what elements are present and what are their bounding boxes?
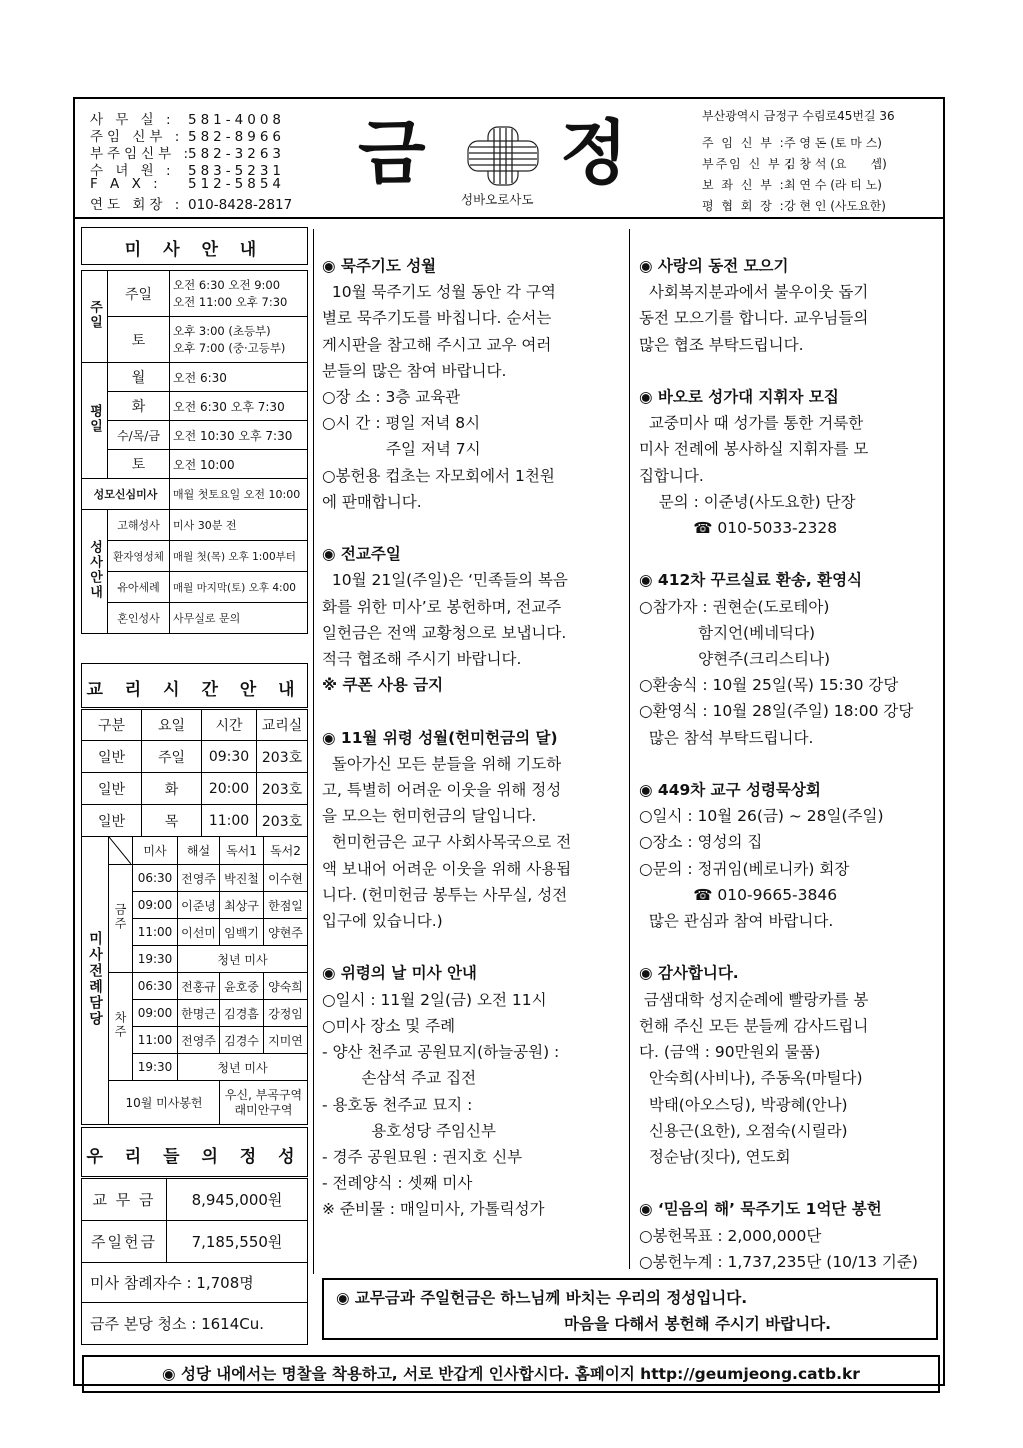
finance-table bbox=[81, 1178, 308, 1345]
ministry-cell: 청년 미사 bbox=[178, 1054, 308, 1081]
sacrament-time: 미사 30분 전 bbox=[170, 510, 308, 541]
text-line: ○환영식 : 10월 28일(주일) 18:00 강당 bbox=[639, 702, 914, 721]
text-line: - 전례양식 : 셋째 미사 bbox=[322, 1174, 473, 1193]
text-line: ○환송식 : 10월 25일(목) 15:30 강당 bbox=[639, 676, 899, 695]
text-line: ○일시 : 11월 2일(금) 오전 11시 bbox=[322, 990, 547, 1009]
ministry-cell: 전홍규 bbox=[178, 973, 220, 1000]
text-line: 니다. (헌미헌금 봉투는 사무실, 성전 bbox=[322, 885, 568, 904]
diagonal-cell bbox=[109, 837, 133, 865]
text-line bbox=[639, 751, 939, 777]
catechism-cell: 20:00 bbox=[202, 773, 257, 805]
catechism-cell: 목 bbox=[142, 805, 202, 837]
ministry-cell: 09:00 bbox=[133, 1000, 178, 1027]
marian-mass-label: 성모신심미사 bbox=[82, 479, 170, 510]
offering-value: 우신, 부곡구역 래미안구역 bbox=[220, 1081, 308, 1125]
contact-pastor: 주임 신부 : 582-8966 bbox=[90, 129, 285, 145]
sacrament-time: 매월 마지막(토) 오후 4:00 bbox=[170, 572, 308, 603]
catechism-title: 교 리 시 간 안 내 bbox=[86, 680, 303, 700]
text-line: - 용호동 천주교 묘지 : bbox=[322, 1095, 473, 1114]
text-line: ○문의 : 정귀임(베로니카) 회장 bbox=[639, 859, 850, 878]
ministry-header: 해설 bbox=[178, 837, 220, 865]
sacrament-time: 매월 첫(목) 오후 1:00부터 bbox=[170, 541, 308, 572]
text-line: ※ 준비물 : 매일미사, 가톨릭성가 bbox=[322, 1200, 545, 1219]
mass-time: 오전 6:30 bbox=[170, 363, 308, 392]
cleaning-duty: 금주 본당 청소 : 1614Cu. bbox=[82, 1303, 308, 1345]
text-line: 10월 21일(주일)은 ‘민족들의 복음 bbox=[322, 571, 568, 590]
finance-label: 주일헌금 bbox=[82, 1221, 167, 1263]
section-heading: ◉ 위령의 날 미사 안내 bbox=[322, 964, 477, 983]
text-line: ○봉헌용 컵초는 자모회에서 1천원 bbox=[322, 466, 555, 485]
text-line: 안숙희(사비나), 주동옥(마틸다) bbox=[639, 1069, 863, 1088]
text-line: ○미사 장소 및 주례 bbox=[322, 1016, 456, 1035]
section-heading: ◉ 412차 꾸르실료 환송, 환영식 bbox=[639, 571, 863, 590]
text-line bbox=[322, 698, 622, 724]
sunday-label: 주일 bbox=[82, 271, 108, 363]
text-line: 화를 위한 미사’로 봉헌하며, 전교주 bbox=[322, 597, 562, 616]
address: 부산광역시 금정구 수림로45번길 36 bbox=[702, 109, 895, 123]
ministry-cell: 지미연 bbox=[264, 1027, 308, 1054]
weekday-label: 평일 bbox=[82, 363, 108, 479]
column-divider-left bbox=[313, 229, 314, 1274]
ministry-header: 미사 bbox=[133, 837, 178, 865]
staff-vicar: 보 좌 신 부 :최 연 수 (라 티 노) bbox=[702, 178, 882, 192]
ministry-cell: 06:30 bbox=[133, 865, 178, 892]
ministry-cell: 09:00 bbox=[133, 892, 178, 919]
catechism-header: 요일 bbox=[142, 710, 202, 741]
text-line: 양현주(크리스티나) bbox=[639, 650, 831, 669]
text-line: 신용근(요한), 오점숙(시릴라) bbox=[639, 1121, 848, 1140]
ministry-cell: 양현주 bbox=[264, 919, 308, 946]
text-line: 액 보내어 어려운 이웃을 위해 사용됩 bbox=[322, 859, 572, 878]
attendance: 미사 참례자수 : 1,708명 bbox=[82, 1263, 308, 1303]
text-line: 동전 모으기를 합니다. 교우님들의 bbox=[639, 309, 869, 328]
text-line: ○장소 : 영성의 집 bbox=[639, 833, 763, 852]
text-line: 헌미헌금은 교구 사회사목국으로 전 bbox=[322, 833, 572, 852]
catechism-cell: 일반 bbox=[82, 805, 142, 837]
ministry-cell: 이수현 bbox=[264, 865, 308, 892]
catechism-cell: 주일 bbox=[142, 741, 202, 773]
ministry-header: 독서2 bbox=[264, 837, 308, 865]
staff-pastor: 주 임 신 부 :주 영 돈 (토 마 스) bbox=[702, 136, 882, 150]
footer-banner: ◉ 성당 내에서는 명찰을 착용하고, 서로 반갑게 인사합시다. 홈페이지 http://geumjeong.catb.kr bbox=[82, 1355, 940, 1393]
contact-assistant-pastor: 부주임신부 :582-3263 bbox=[90, 146, 285, 162]
text-line: 사회복지분과에서 불우이웃 돕기 bbox=[639, 283, 869, 302]
ministry-cell: 19:30 bbox=[133, 946, 178, 973]
text-line: 용호성당 주임신부 bbox=[322, 1121, 496, 1140]
text-line: 금샘대학 성지순례에 빨랑카를 봉 bbox=[639, 990, 869, 1009]
sacrament-name: 고해성사 bbox=[108, 510, 170, 541]
text-line: - 양산 천주교 공원묘지(하늘공원) : bbox=[322, 1043, 560, 1062]
section-heading: ◉ 전교주일 bbox=[322, 545, 401, 564]
section-heading: ◉ 449차 교구 성령묵상회 bbox=[639, 781, 821, 800]
text-line: 일헌금은 전액 교황청으로 보냅니다. bbox=[322, 623, 567, 642]
text-line: 손삼석 주교 집전 bbox=[322, 1069, 477, 1088]
text-line: 박태(아오스딩), 박광혜(안나) bbox=[639, 1095, 848, 1114]
this-week-label: 금주 bbox=[109, 865, 133, 973]
catechism-header: 교리실 bbox=[257, 710, 308, 741]
text-line: 게시판을 참고해 주시고 교우 여러 bbox=[322, 335, 552, 354]
mass-times: 오후 3:00 (초등부) 오후 7:00 (중·고등부) bbox=[170, 317, 308, 363]
contact-convent: 수 녀 원 : 583-5231 bbox=[90, 163, 285, 179]
mass-day: 주일 bbox=[108, 271, 170, 317]
text-line: ○일시 : 10월 26(금) ~ 28일(주일) bbox=[639, 807, 884, 826]
text-line: 다. (금액 : 90만원외 물품) bbox=[639, 1043, 821, 1062]
ministry-cell: 김경수 bbox=[220, 1027, 264, 1054]
ministry-cell: 11:00 bbox=[133, 1027, 178, 1054]
mass-day: 토 bbox=[108, 317, 170, 363]
text-line: 헌해 주신 모든 분들께 감사드립니 bbox=[639, 1016, 869, 1035]
section-heading: ◉ 묵주기도 성월 bbox=[322, 257, 437, 275]
text-line: 돌아가신 모든 분들을 위해 기도하 bbox=[322, 754, 562, 773]
text-line: 집합니다. bbox=[639, 466, 704, 485]
ministry-cell: 임백기 bbox=[220, 919, 264, 946]
text-line: 정순남(짓다), 연도회 bbox=[639, 1147, 791, 1166]
mass-day: 수/목/금 bbox=[108, 421, 170, 450]
mass-time: 오전 10:30 오후 7:30 bbox=[170, 421, 308, 450]
text-line: ○봉헌목표 : 2,000,000단 bbox=[639, 1226, 822, 1245]
catechism-cell: 203호 bbox=[257, 741, 308, 773]
sacrament-name: 환자영성체 bbox=[108, 541, 170, 572]
right-column bbox=[639, 253, 939, 1275]
ministry-header: 독서1 bbox=[220, 837, 264, 865]
text-line: 10월 묵주기도 성월 동안 각 구역 bbox=[322, 283, 556, 302]
text-line: 함지언(베네딕다) bbox=[639, 623, 816, 642]
text-line bbox=[322, 515, 622, 541]
ministry-cell: 윤호중 bbox=[220, 973, 264, 1000]
mass-times: 오전 6:30 오전 9:00 오전 11:00 오후 7:30 bbox=[170, 271, 308, 317]
text-line bbox=[639, 1170, 939, 1196]
diagonal-line-icon bbox=[109, 837, 131, 864]
mass-day: 토 bbox=[108, 450, 170, 479]
finance-title: 우 리 들 의 정 성 bbox=[86, 1147, 303, 1167]
section-heading: ◉ 바오로 성가대 지휘자 모집 bbox=[639, 388, 839, 407]
catechism-table bbox=[81, 709, 308, 837]
catechism-header: 시간 bbox=[202, 710, 257, 741]
ministry-cell: 강정임 bbox=[264, 1000, 308, 1027]
title-left: 금 bbox=[358, 112, 426, 194]
ministry-cell: 이준녕 bbox=[178, 892, 220, 919]
text-line: 많은 참석 부탁드립니다. bbox=[639, 728, 814, 747]
contact-chairman: 연도 회장 : 010-8428-2817 bbox=[90, 197, 293, 213]
text-line: 미사 전례에 봉사하실 지휘자를 모 bbox=[639, 440, 869, 459]
contact-office: 사 무 실 : 581-4008 bbox=[90, 112, 285, 128]
ministry-cell: 김경흠 bbox=[220, 1000, 264, 1027]
text-line bbox=[639, 541, 939, 567]
text-line bbox=[639, 934, 939, 960]
text-line: 입구에 있습니다.) bbox=[322, 912, 443, 931]
text-line: ○시 간 : 평일 저녁 8시 bbox=[322, 414, 481, 433]
catechism-cell: 일반 bbox=[82, 741, 142, 773]
mass-schedule-table bbox=[81, 270, 308, 634]
text-line: ○봉헌누계 : 1,737,235단 (10/13 기준) bbox=[639, 1252, 918, 1271]
text-line: 문의 : 이준녕(사도요한) 단장 bbox=[639, 492, 856, 511]
ministry-label: 미사전례담당 bbox=[82, 837, 109, 1125]
sacrament-label: 성사안내 bbox=[82, 510, 108, 634]
column-divider-right bbox=[629, 229, 630, 1269]
ministry-cell: 한점일 bbox=[264, 892, 308, 919]
section-heading: ◉ 감사합니다. bbox=[639, 964, 739, 983]
mass-title: 미 사 안 내 bbox=[124, 240, 265, 260]
catechism-cell: 203호 bbox=[257, 773, 308, 805]
finance-value: 7,185,550원 bbox=[167, 1221, 308, 1263]
section-heading: ◉ 11월 위령 성월(헌미헌금의 달) bbox=[322, 728, 558, 747]
parish-logo-icon bbox=[464, 125, 542, 187]
catechism-cell: 09:30 bbox=[202, 741, 257, 773]
catechism-cell: 11:00 bbox=[202, 805, 257, 837]
notice-line-1: ◉ 교무금과 주일헌금은 하느님께 바치는 우리의 정성입니다. bbox=[336, 1289, 748, 1307]
finance-label: 교 무 금 bbox=[82, 1179, 167, 1221]
section-heading: ※ 쿠폰 사용 금지 bbox=[322, 676, 444, 695]
text-line: 별로 묵주기도를 바칩니다. 순서는 bbox=[322, 309, 552, 328]
text-line: ○참가자 : 권현순(도로테아) bbox=[639, 597, 830, 616]
ministry-cell: 최상구 bbox=[220, 892, 264, 919]
ministry-cell: 양숙희 bbox=[264, 973, 308, 1000]
header-divider bbox=[73, 217, 945, 219]
mass-day: 화 bbox=[108, 392, 170, 421]
ministry-cell: 11:00 bbox=[133, 919, 178, 946]
staff-council: 평 협 회 장 :강 현 인 (사도요한) bbox=[702, 199, 886, 213]
finance-value: 8,945,000원 bbox=[167, 1179, 308, 1221]
text-line: 고, 특별히 어려운 이웃을 위해 정성 bbox=[322, 781, 562, 800]
next-week-label: 차주 bbox=[109, 973, 133, 1081]
staff-assistant: 부주임 신 부 :김 창 석 (요 셉) bbox=[702, 157, 887, 171]
text-line bbox=[639, 358, 939, 384]
text-line: ☎ 010-9665-3846 bbox=[639, 885, 838, 904]
ministry-cell: 전영주 bbox=[178, 1027, 220, 1054]
text-line: ☎ 010-5033-2328 bbox=[639, 519, 838, 538]
offering-label: 10월 미사봉헌 bbox=[109, 1081, 220, 1125]
catechism-cell: 일반 bbox=[82, 773, 142, 805]
ministry-cell: 청년 미사 bbox=[178, 946, 308, 973]
mass-time: 오전 10:00 bbox=[170, 450, 308, 479]
text-line: 을 모으는 헌미헌금의 달입니다. bbox=[322, 807, 537, 826]
sacrament-name: 유아세례 bbox=[108, 572, 170, 603]
marian-mass-time: 매월 첫토요일 오전 10:00 bbox=[170, 479, 308, 510]
section-heading: ◉ ‘믿음의 해’ 묵주기도 1억단 봉헌 bbox=[639, 1200, 882, 1219]
ministry-cell: 한명근 bbox=[178, 1000, 220, 1027]
text-line: 에 판매합니다. bbox=[322, 492, 422, 511]
mass-day: 월 bbox=[108, 363, 170, 392]
text-line: 주일 저녁 7시 bbox=[322, 440, 481, 459]
ministry-cell: 전영주 bbox=[178, 865, 220, 892]
sacrament-name: 혼인성사 bbox=[108, 603, 170, 634]
text-line: 분들의 많은 참여 바랍니다. bbox=[322, 361, 507, 380]
catechism-cell: 203호 bbox=[257, 805, 308, 837]
title-right: 정 bbox=[560, 112, 628, 194]
ministry-cell: 06:30 bbox=[133, 973, 178, 1000]
text-line: 많은 협조 부탁드립니다. bbox=[639, 335, 804, 354]
catechism-cell: 화 bbox=[142, 773, 202, 805]
text-line: - 경주 공원묘원 : 권지호 신부 bbox=[322, 1147, 523, 1166]
text-line: 교중미사 때 성가를 통한 거룩한 bbox=[639, 414, 864, 433]
text-line: 적극 협조해 주시기 바랍니다. bbox=[322, 650, 522, 669]
text-line: ○장 소 : 3층 교육관 bbox=[322, 388, 461, 407]
middle-column bbox=[322, 253, 622, 1223]
text-line: 많은 관심과 참여 바랍니다. bbox=[639, 912, 834, 931]
ministry-cell: 박진철 bbox=[220, 865, 264, 892]
catechism-header: 구분 bbox=[82, 710, 142, 741]
ministry-cell: 이선미 bbox=[178, 919, 220, 946]
notice-line-2: 마음을 다해서 봉헌해 주시기 바랍니다. bbox=[564, 1315, 832, 1333]
ministry-cell: 19:30 bbox=[133, 1054, 178, 1081]
parish-patron: 성바오로사도 bbox=[461, 192, 534, 207]
mass-time: 오전 6:30 오후 7:30 bbox=[170, 392, 308, 421]
section-heading: ◉ 사랑의 동전 모으기 bbox=[639, 257, 789, 275]
offering-notice bbox=[322, 1278, 938, 1340]
ministry-table bbox=[81, 836, 308, 1125]
text-line bbox=[322, 934, 622, 960]
contact-fax: F A X : 512-5854 bbox=[90, 176, 285, 192]
sacrament-time: 사무실로 문의 bbox=[170, 603, 308, 634]
